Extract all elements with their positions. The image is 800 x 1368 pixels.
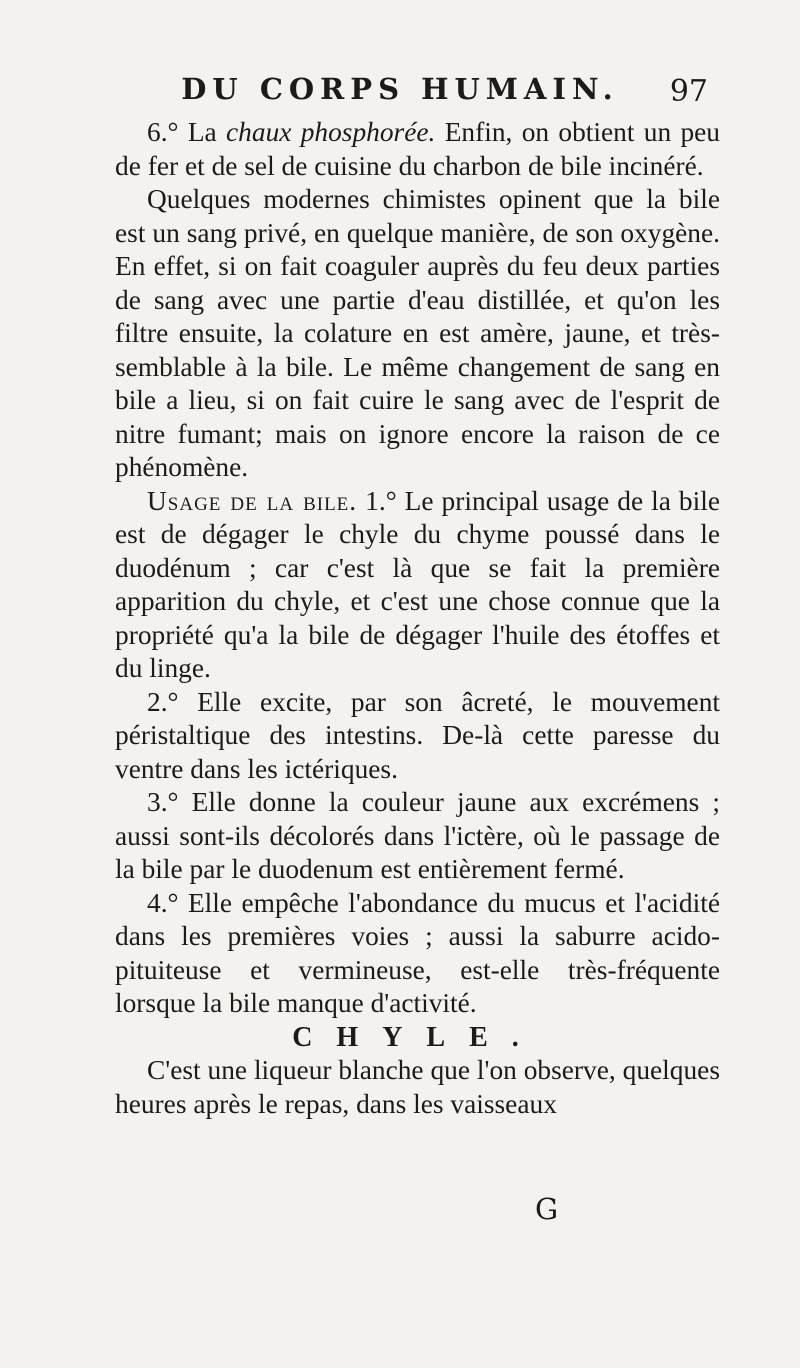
- paragraph-item-4: 4.° Elle empêche l'abondance du mucus et l'acidité dans les premières voies ; aussi la saburre acido-pituiteuse et vermineuse, est-elle très-fréquente lorsque la bile manque d'activité.: [115, 887, 720, 1018]
- item-number: 6.°: [147, 117, 179, 147]
- paragraph-text: 1.° Le principal usage de la bile est de dégager le chyle du chyme poussé dans le duodénum ; car c'est là que se fait la première apparition du chyle, et c'est une chose connue que la propriété qu'a la bile de dégager l'huile des étoffes et du linge.: [115, 485, 720, 683]
- body-text: [115, 116, 720, 1121]
- item-italic-term: chaux phosphorée.: [226, 117, 436, 147]
- section-heading: Usage de la bile.: [147, 485, 358, 516]
- item-label: La: [187, 117, 217, 147]
- running-head: DU CORPS HUMAIN.: [181, 72, 619, 106]
- paragraph-item-3: 3.° Elle donne la couleur jaune aux excrémens ; aussi sont-ils décolorés dans l'ictère, où le passage de la bile par le duodenum est entièrement fermé.: [115, 787, 720, 884]
- paragraph-usage: [115, 485, 720, 686]
- chapter-title: CHYLE.: [292, 1021, 543, 1053]
- page-header: [0, 72, 800, 112]
- signature-mark: G: [535, 1192, 559, 1226]
- paragraph-text: Enfin, on obtient un peu de fer et de sel de cuisine du charbon de bile incinéré.: [115, 117, 720, 181]
- page-number: 97: [669, 74, 708, 109]
- paragraph-item-2: 2.° Elle excite, par son âcreté, le mouvement péristaltique des intestins. De-là cette paresse du ventre dans les ictériques.: [115, 686, 720, 784]
- paragraph-chyle: C'est une liqueur blanche que l'on observe, quelques heures après le repas, dans les vaisseaux: [115, 1055, 720, 1119]
- paragraph-chaux: [115, 116, 720, 183]
- paragraph-chimistes: Quelques modernes chimistes opinent que la bile est un sang privé, en quelque manière, de son oxygène. En effet, si on fait coaguler auprès du feu deux parties de sang avec une partie d'eau distillée, et qu'on les filtre ensuite, la colature en est amère, jaune, et très-semblable à la bile. Le même changement de sang en bile a lieu, si on fait cuire le sang avec de l'esprit de nitre fumant; mais on ignore encore la raison de ce phénomène.: [115, 184, 720, 482]
